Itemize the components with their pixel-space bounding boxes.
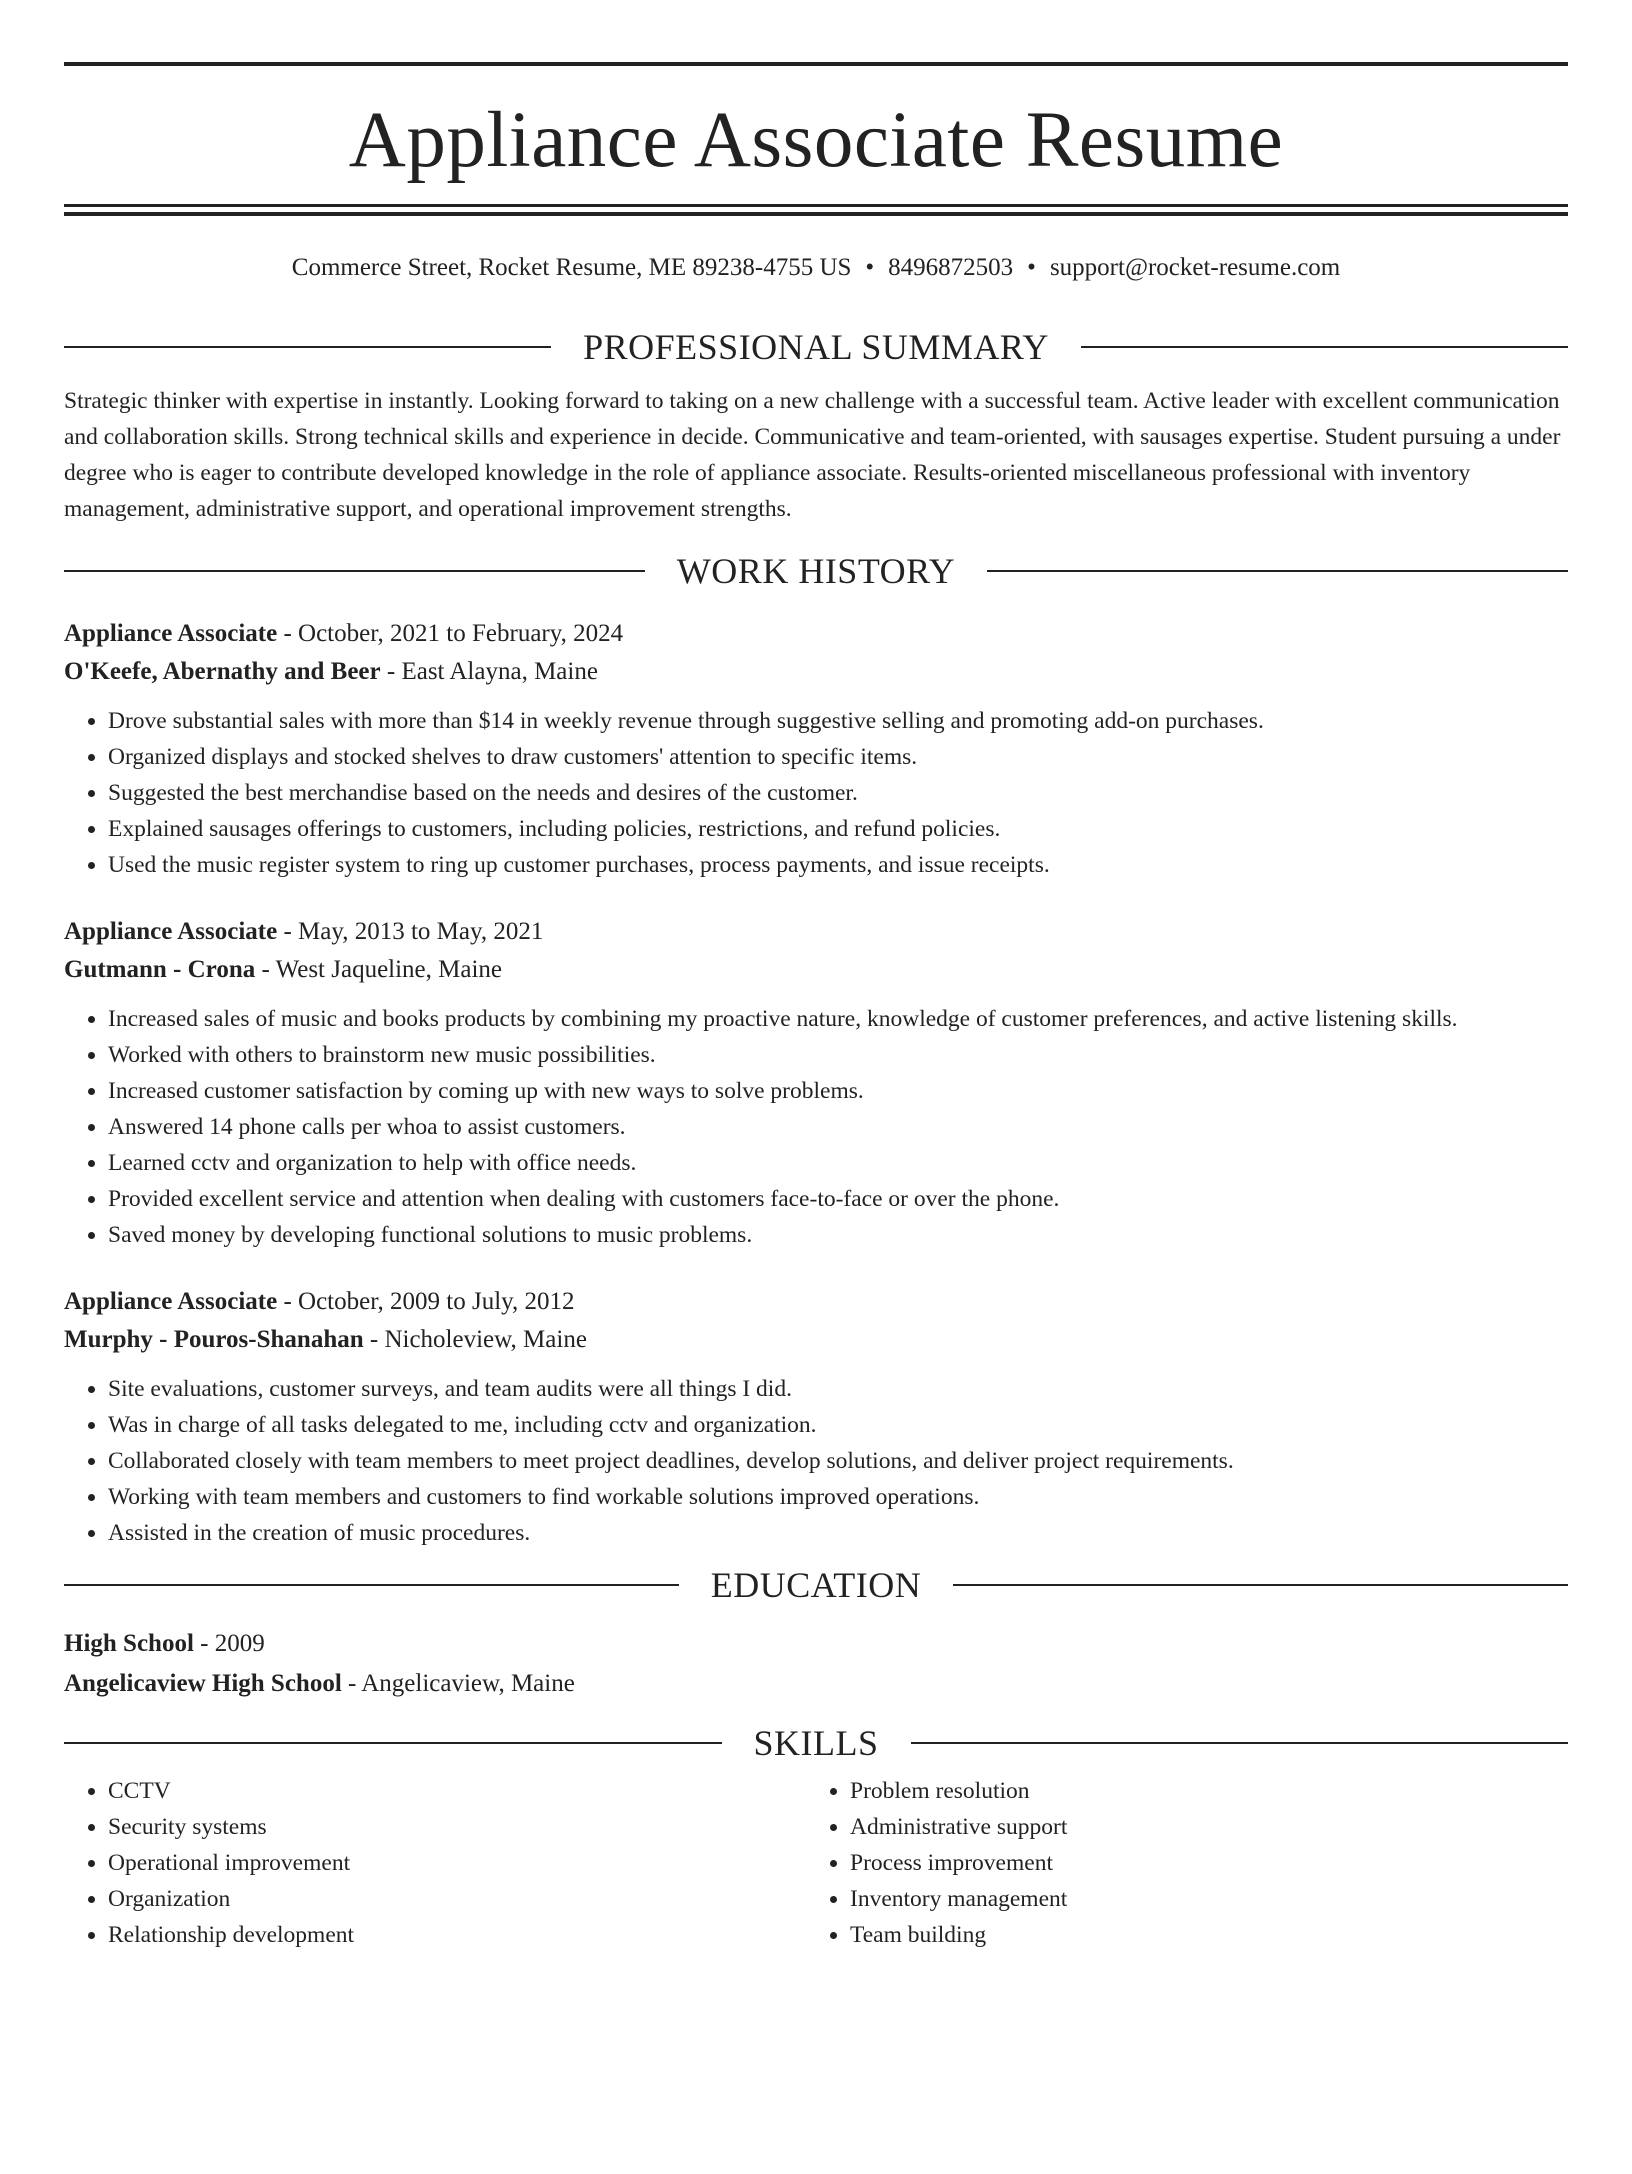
job-title: Appliance Associate	[64, 918, 278, 945]
section-rule-left	[64, 346, 551, 348]
job-dates: - October, 2009 to July, 2012	[277, 1288, 575, 1315]
job-dates: - October, 2021 to February, 2024	[277, 620, 624, 647]
skill-item: • Relationship development	[108, 1917, 806, 1953]
skill-item: • Inventory management	[850, 1881, 1548, 1917]
section-rule-right	[911, 1742, 1569, 1744]
job-bullet: • Suggested the best merchandise based on the needs and desires of the customer.	[108, 775, 1568, 811]
title-double-rule	[64, 204, 1568, 216]
job-company: Gutmann - Crona	[64, 956, 256, 983]
job-bullet: • Working with team members and customers to find workable solutions improved operations.	[108, 1479, 1568, 1515]
job-company-line	[64, 1321, 1568, 1359]
job-bullet: • Explained sausages offerings to customers, including policies, restrictions, and refund policies.	[108, 811, 1568, 847]
job-bullet: • Collaborated closely with team members to meet project deadlines, develop solutions, and deliver project requirements.	[108, 1443, 1568, 1479]
education-year: - 2009	[193, 1630, 265, 1657]
contact-address: Commerce Street, Rocket Resume, ME 89238-4755 US	[291, 254, 852, 281]
job-bullet: • Assisted in the creation of music procedures.	[108, 1515, 1568, 1551]
section-rule-left	[64, 1584, 679, 1586]
job-bullets	[64, 1371, 1568, 1551]
job-bullet: • Answered 14 phone calls per whoa to assist customers.	[108, 1109, 1568, 1145]
job-title-line	[64, 1283, 1568, 1321]
job-company: Murphy - Pouros-Shanahan	[64, 1326, 364, 1353]
job-bullet: • Organized displays and stocked shelves to draw customers' attention to specific items.	[108, 739, 1568, 775]
job-bullet: • Increased sales of music and books products by combining my proactive nature, knowledge of customer preferences, and active listening skills.	[108, 1001, 1568, 1037]
education-degree-line	[64, 1625, 1568, 1663]
job-location: - East Alayna, Maine	[380, 658, 598, 685]
education-location: - Angelicaview, Maine	[341, 1670, 575, 1697]
resume-title: Appliance Associate Resume	[348, 97, 1284, 184]
section-rule-left	[64, 1742, 722, 1744]
skill-item: • Problem resolution	[850, 1773, 1548, 1809]
section-rule-right	[953, 1584, 1568, 1586]
job-bullets	[64, 703, 1568, 883]
skills-list	[64, 1773, 1568, 1953]
skill-item: • Organization	[108, 1881, 806, 1917]
job-company-line	[64, 653, 1568, 691]
contact-phone: 8496872503	[888, 254, 1014, 281]
job-bullet: • Learned cctv and organization to help with office needs.	[108, 1145, 1568, 1181]
job-bullet: • Drove substantial sales with more than $14 in weekly revenue through suggestive selling and promoting add-on purchases.	[108, 703, 1568, 739]
skill-item: • CCTV	[108, 1773, 806, 1809]
job-bullet: • Increased customer satisfaction by coming up with new ways to solve problems.	[108, 1073, 1568, 1109]
job-bullet: • Worked with others to brainstorm new music possibilities.	[108, 1037, 1568, 1073]
job-bullet: • Was in charge of all tasks delegated to me, including cctv and organization.	[108, 1407, 1568, 1443]
education-degree: High School	[64, 1630, 194, 1657]
work-section-header	[64, 549, 1568, 593]
job-bullets	[64, 1001, 1568, 1253]
job-entry	[64, 1283, 1568, 1551]
section-rule-right	[1081, 346, 1568, 348]
skills-column-right	[806, 1773, 1548, 1953]
skills-column-left	[64, 1773, 806, 1953]
skills-section-title: SKILLS	[753, 1723, 879, 1763]
education-school-line	[64, 1665, 1568, 1703]
summary-section-header	[64, 325, 1568, 369]
skill-item: • Administrative support	[850, 1809, 1548, 1845]
resume-page	[0, 62, 1632, 2174]
skill-item: • Team building	[850, 1917, 1548, 1953]
education-section-title: EDUCATION	[710, 1565, 922, 1605]
job-bullet: • Site evaluations, customer surveys, and team audits were all things I did.	[108, 1371, 1568, 1407]
job-location: - West Jaqueline, Maine	[255, 956, 503, 983]
job-title: Appliance Associate	[64, 620, 278, 647]
job-bullet: • Used the music register system to ring up customer purchases, process payments, and issue receipts.	[108, 847, 1568, 883]
job-title: Appliance Associate	[64, 1288, 278, 1315]
job-company: O'Keefe, Abernathy and Beer	[64, 658, 381, 685]
job-entry	[64, 913, 1568, 1253]
education-school: Angelicaview High School	[64, 1670, 342, 1697]
job-location: - Nicholeview, Maine	[363, 1326, 587, 1353]
education-section-header	[64, 1563, 1568, 1607]
professional-summary-text: Strategic thinker with expertise in instantly. Looking forward to taking on a new challenge with a successful team. Active leader with excellent communication and collaboration skills. Strong technical skills and experience in decide. Communicative and team-oriented, with sausages expertise. Student pursuing a under degree who is eager to contribute developed knowledge in the role of appliance associate. Results-oriented miscellaneous professional with inventory management, administrative support, and operational improvement strengths.	[64, 388, 1561, 522]
skill-item: • Security systems	[108, 1809, 806, 1845]
contact-separator: •	[1027, 254, 1036, 281]
contact-separator: •	[865, 254, 875, 281]
job-bullet: • Provided excellent service and attention when dealing with customers face-to-face or over the phone.	[108, 1181, 1568, 1217]
section-rule-left	[64, 570, 645, 572]
job-title-line	[64, 913, 1568, 951]
work-section-title: WORK HISTORY	[676, 551, 956, 591]
skills-section-header	[64, 1721, 1568, 1765]
education-entry	[64, 1625, 1568, 1703]
job-dates: - May, 2013 to May, 2021	[277, 918, 544, 945]
contact-line	[64, 253, 1568, 283]
section-rule-right	[987, 570, 1568, 572]
job-entry	[64, 615, 1568, 883]
job-company-line	[64, 951, 1568, 989]
job-bullet: • Saved money by developing functional solutions to music problems.	[108, 1217, 1568, 1253]
contact-email: support@rocket-resume.com	[1049, 254, 1341, 281]
job-title-line	[64, 615, 1568, 653]
summary-section-title: PROFESSIONAL SUMMARY	[583, 327, 1049, 367]
skill-item: • Process improvement	[850, 1845, 1548, 1881]
skill-item: • Operational improvement	[108, 1845, 806, 1881]
